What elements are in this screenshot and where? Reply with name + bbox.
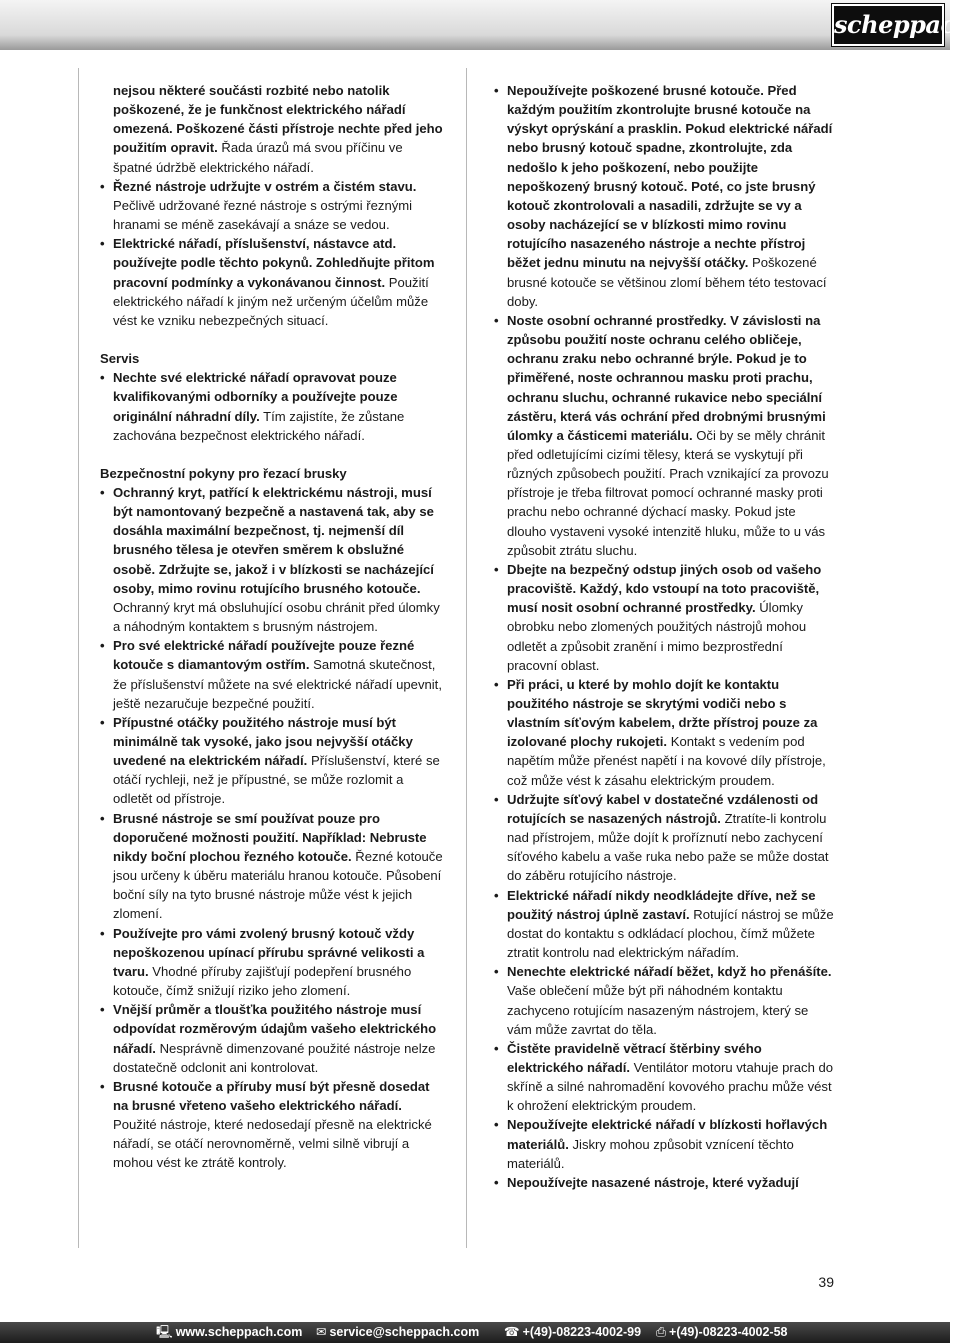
list-item: • Pro své elektrické nářadí používejte pouze řezné kotouče s diamantovým ostřím. Samotná skutečnost, že příslušenství můžete na své elektrické nářadí upevnit, ještě nezaručuje bezpečné použití. [100,636,443,713]
column-divider-left [78,68,79,1248]
intro-paragraph [113,81,443,177]
list-item: • Nepoužívejte elektrické nářadí v blízkosti hořlavých materiálů. Jiskry mohou způsobit vznícení těchto materiálů. [494,1115,836,1172]
list-item: • Čistěte pravidelně větrací štěrbiny svého elektrického nářadí. Ventilátor motoru vtahuje prach do skříně a silné nahromadění kovového prachu může vést k ohrožení elektrickým proudem. [494,1039,836,1116]
right-column [494,81,836,1192]
brand-logo: scheppach [832,4,944,46]
list-item: • Při práci, u které by mohlo dojít ke kontaktu použitého nástroje se skrytými vodiči nebo s vlastním síťovým kabelem, držte přístroj pouze za izolované plochy rukojeti. Kontakt s vedením pod napětím může přenést napětí i na kovové díly přístroje, což může vést k zásahu elektrickým proudem. [494,675,836,790]
safety-list-continued [494,81,836,1192]
section-heading-safety: Bezpečnostní pokyny pro řezací brusky [100,465,347,481]
list-item: • Brusné nástroje se smí používat pouze pro doporučené možnosti použití. Například: Nebruste nikdy boční plochou řezného kotouče. Řezné kotouče jsou určeny k úběru materiálu hranou kotouče. Působení boční síly na tyto brusné nástroje může vést k jejich zlomení. [100,809,443,924]
fax-icon: ⎙ [656,1325,667,1339]
envelope-icon: ✉ [316,1325,327,1339]
list-item: • Udržujte síťový kabel v dostatečné vzdálenosti od rotujících se nasazených nástrojů. Ztratíte-li kontrolu nad přístrojem, může dojít k proříznutí nebo zachycení síťového kabelu a vaše ruka nebo paže se může dostat do záběru rotujícího nástroje. [494,790,836,886]
list-item: • Brusné kotouče a příruby musí být přesně dosedat na brusné vřeteno vašeho elektrického nářadí. Použité nástroje, které nedosedají přesně na elektrické nářadí, se otáčí nerovnoměrně, velmi silně vibrují a mohou vést ke ztrátě kontroly. [100,1077,443,1173]
list-item: • Ochranný kryt, patřící k elektrickému nástroji, musí být namontovaný bezpečně a nastavená tak, aby se dosáhla maximální bezpečnost, tj. nejmenší díl brusného tělesa je otevřen směrem k obslužné osobě. Zdržujte se, jakož i v blízkosti se nacházející osoby, mimo rovinu rotujícího brusného kotouče. Ochranný kryt má obsluhující osobu chránit před úlomky a náhodným kontaktem s brusným nástrojem. [100,483,443,636]
list-item: • Řezné nástroje udržujte v ostrém a čistém stavu. Pečlivě udržované řezné nástroje s ostrými řeznými hranami se méně zasekávají a snáze se vedou. [100,177,443,234]
list-item: • Vnější průměr a tloušťka použitého nástroje musí odpovídat rozměrovým údajům vašeho elektrického nářadí. Nesprávně dimenzované použité nástroje nelze dostatečně odclonit ani kontrolovat. [100,1000,443,1077]
footer-email[interactable]: ✉ service@scheppach.com [316,1322,479,1343]
footer-bar [0,1322,950,1343]
list-item: • Používejte pro vámi zvolený brusný kotouč vždy nepoškozenou upínací přírubu správné velikosti a tvaru. Vhodné příruby zajišťují podepření brusného kotouče, čímž snižují riziko jeho zlomení. [100,924,443,1001]
telephone-icon: ☎ [504,1325,520,1339]
left-column [100,81,443,1173]
service-list [100,368,443,445]
list-item: • Dbejte na bezpečný odstup jiných osob od vašeho pracoviště. Každý, kdo vstoupí na toto pracoviště, musí nosit osobní ochranné prostředky. Úlomky obrobku nebo zlomených použitých nástrojů mohou odletět a způsobit zranění i mimo bezprostřední pracovní oblast. [494,560,836,675]
list-item: • Přípustné otáčky použitého nástroje musí být minimálně tak vysoké, jako jsou nejvyšší otáčky uvedené na elektrickém nářadí. Příslušenství, které se otáčí rychleji, než je přípustné, se může rozlomit a odletět od přístroje. [100,713,443,809]
list-item: • Noste osobní ochranné prostředky. V závislosti na způsobu použití noste ochranu celého obličeje, ochranu zraku nebo ochranné brýle. Pokud je to přiměřené, noste ochrannou masku proti prachu, ochranu sluchu, ochranné rukavice nebo speciální zástěru, která vás ochrání před drobnými brusnými úlomky a částicemi materiálu. Oči by se měly chránit před odletujícími cizími tělesy, která se vyskytují při různých způsobech použití. Prach vznikající za provozu přístroje je třeba filtrovat pomocí ochranné masky proti prachu nebo ochranné dýchací masky. Pokud jste dlouho vystaveni vysoké intenzitě hluku, může to u vás způsobit ztrátu sluchu. [494,311,836,560]
intro-bold-text: nejsou některé součásti rozbité nebo natolik poškozené, že je funkčnost elektrického nářadí omezená. Poškozené části přístroje nechte před jeho použitím opravit. [113,83,443,156]
list-item: • Elektrické nářadí, příslušenství, nástavce atd. používejte podle těchto pokynů. Zohledňujte přitom pracovní podmínky a vykonávanou činnost. Použití elektrického nářadí k jiným než určeným účelům může vést ke vzniku nebezpečných situací. [100,234,443,330]
header-bar [0,0,972,50]
list-item: • Elektrické nářadí nikdy neodkládejte dříve, než se použitý nástroj úplně zastaví. Rotující nástroj se může dostat do kontaktu s odkládací plochou, čímž můžete ztratit kontrolu nad elektrickým nářadím. [494,886,836,963]
section-heading-service: Servis [100,351,140,367]
column-divider-center [466,68,467,1248]
intro-text: Řada úrazů má svou příčinu ve špatné údržbě elektrického nářadí. [113,140,403,175]
page-number: 39 [818,1274,834,1290]
footer-website[interactable]: 🖳 www.scheppach.com [156,1322,302,1343]
list-item: • Nechte své elektrické nářadí opravovat pouze kvalifikovanými odborníky a používejte pouze originální náhradní díly. Tím zajistíte, že zůstane zachována bezpečnost elektrického nářadí. [100,368,443,445]
list-item: • Nepoužívejte nasazené nástroje, které vyžadují [494,1173,836,1192]
safety-list [100,483,443,1173]
spacer [100,330,443,349]
list-item: • Nepoužívejte poškozené brusné kotouče. Před každým použitím zkontrolujte brusné kotouče na výskyt oprýskání a prasklin. Pokud elektrické nářadí nebo brusný kotouč spadne, zkontrolujte, zda nedošlo k jeho poškození, nebo použijte nepoškozený brusný kotouč. Poté, co jste brusný kotouč zkontrolovali a nasadili, zdržujte se vy a osoby nacházející se v blízkosti mimo rovinu rotujícího nasazeného nástroje a nechte přístroj běžet jednu minutu na nejvyšší otáčky. Poškozené brusné kotouče se většinou zlomí během této testovací doby. [494,81,836,311]
computer-icon: 🖳 [156,1325,173,1339]
maintenance-list [100,177,443,330]
footer-fax: ⎙ +(49)-08223-4002-58 [656,1322,788,1343]
spacer [100,445,443,464]
list-item: • Nenechte elektrické nářadí běžet, když ho přenášíte. Vaše oblečení může být při náhodném kontaktu zachyceno rotujícím nasazeným nástrojem, který se vám může zavrtat do těla. [494,962,836,1039]
footer-phone[interactable]: ☎ +(49)-08223-4002-99 [504,1322,641,1343]
